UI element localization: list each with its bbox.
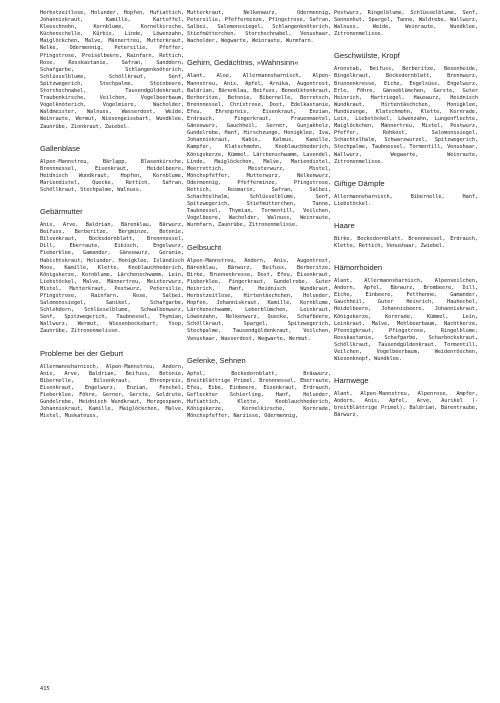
- entry-text: Birke, Bocksdornblatt, Brennnessel, Erdrauch, Klette, Rettich, Venushaar, Zwiebel.: [334, 235, 478, 249]
- entry-text: Mutterkraut, Nelkenwurz, Odermennig, Petersilie, Pfefferminze, Pfingstrose, Safran, Salbei, Salomonssiegel, Schlangenknöterich, Stiefmütterchen, Storchschnabel, Venushaar, Wacholder, Wegwarte, Weinraute, Wurmfarn.: [187, 10, 331, 45]
- page-number: 415: [40, 686, 50, 692]
- section-heading: Haare: [334, 220, 355, 230]
- section-heading: Geschwülste, Kropf: [334, 51, 400, 61]
- entry-text: Allermannsharnisch, Bibernelle, Hanf, Liebstöckel.: [334, 193, 478, 207]
- section-heading: Gallenblase: [40, 143, 81, 153]
- entry-text: Apfel, Bocksdornblatt, Bräuwurz, Breitblättrige Primel, Brennnessel, Eberraute, Efeu, Eibe, Einbeere, Eisenkraut, Erdrauch, Gefleckter Schierling, Hanf, Holunder, Hufiattich, Klette, Knoblauchhederich, Königskerze, Kornelkirsche, Kornrade, Mönchspfeffer, Narzisse, Odermennig,: [187, 370, 331, 420]
- entry-text: Alant, Allermannsharnisch, Alpenveilchen, Andorn, Apfel, Bärwurz, Brombeere, Dill, Eiche, Einbeere, Fetthenne, Gamander, Gauchheil, Guter Heinrich, Hauhechel, Heidelbeere, Johannisbeere, Johanniskraut, Königskerze, Kornrade, Kümmel, Lein, Leinkraut, Malve, Mehlbeerbaum, Nachtkerze, Pfennigkraut, Pfingstrose, Ringelblume, Rosskastanie, Schafgarbe, Scharbockskraut, Schöllkraut, Tausendgüldenkraut, Tormentill, Veilchen, Vogelbeerbaum, Weidenröschen, Wiesenknopf, Wundklee.: [334, 278, 478, 363]
- section-heading: Gehirn, Gedächtnis, »Wahnsinn«: [187, 58, 299, 68]
- section-heading: Gelbsucht: [187, 242, 222, 252]
- column-right: [334, 10, 478, 420]
- entry-text: Pestwurz, Ringelblume, Schlüsselblume, Senf, Sonnenhut, Spargel, Tanne, Waldrebe, Wallwurz, Walnuss, Weide, Weinraute, Wundklee, Zitronenmelisse.: [334, 10, 478, 38]
- section-heading: Probleme bei der Geburt: [40, 348, 124, 358]
- column-middle: [187, 10, 331, 420]
- section-heading: Gebärmutter: [40, 207, 83, 217]
- section-heading: Hämorrhoiden: [334, 263, 383, 273]
- entry-text: Anis, Arve, Baldrian, Bärenklau, Bärwurz, Beifuss, Berberitze, Bergminze, Betonie, Bilsenkraut, Bocksdornblatt, Brennnessel, Dill, Eberraute, Eibisch, Engelwurz, Fieberklee, Gamander, Gänsewurz, Geranie, Habichtskraut, Holunder, Honigklee, Isländisch Moos, Kamille, Klette, Knoblauchhederich, Königskerze, Kornblume, Lärchenschwamm, Lein, Liebstöckel, Malve, Männertreu, Meisterwurz, Mistel, Mutterkraut, Pestwurz, Petersilie, Pfingstrose, Rainfarn, Rose, Salbei, Salomonssiegel, Sanikel, Schafgarbe, Schlehdorn, Schlüsselblume, Schwalbenwurz, Senf, Spitzwegerich, Taubnessel, Thymian, Wallwurz, Wermut, Wiesenbocksbart, Ysop, Zaunrübe, Zitronenmelisse.: [40, 222, 184, 335]
- section-heading: Giftige Dämpfe: [334, 178, 385, 188]
- entry-text: Alpen-Mannstreu, Andorn, Anis, Augentrost, Bärenklau, Bärwurz, Beifuss, Berberitze, Birke, Brunnenkresse, Dost, Efeu, Eisenkraut, Fieberklee, Fingerkraut, Gundelrebe, Guter Heinrich, Hanf, Heidnisch Wundkraut, Herbstzeitlose, Hirtentäschchen, Holunder, Hopfen, Johanniskraut, Kamille, Kornblume, Lärchenschwamm, Leberblümchen, Leinkraut, Löwenzahn, Nelkenwurz, Quecke, Schafbeere, Schöllkraut, Spargel, Spitzwegerich, Stechpalme, Tausendgüldenkraut, Veilchen, Venushaar, Wasserdost, Wegwarte, Wermut.: [187, 257, 331, 342]
- section-heading: Gelenke, Sehnen: [187, 355, 246, 365]
- entry-text: Herbstzeitlose, Holunder, Hopfen, Hufiattich, Johanniskraut, Kamille, Kartoffel, Kleeschnohn, Kornblume, Kornelkirsche, Küchenschelle, Kürbis, Linde, Löwenzahn, Maiglöckchen, Malve, Männertreu, Mutterkraut, Nelke, Odermennig, Petersilie, Pfeffer, Pfingstrose, Preiselbeere, Rainfarn, Rettich, Rose, Rosskastanie, Safran, Sanddorn, Schafgarbe, Schlangenknöterich, Schlüsselblume, Schöllkraut, Senf, Spitzwegerich, Stechpalme, Steinbeere, Storchschnabel, Tausendgüldenkraut, Traubenkirsche, Veilchen, Vogelbeerbaum, Vogelknöterich, Vogelmiere, Wacholder, Waldmeister, Walnuss, Wasserdost, Weide, Weinraute, Wermut, Wiesengeissbart, Wundklee, Zaunrübe, Zinnkraut, Zwiebel.: [40, 10, 184, 130]
- section-heading: Harnwege: [334, 376, 369, 386]
- entry-text: Aronstab, Beifuss, Berberitze, Besenheide, Bingelkraut, Bocksdornblatt, Brennwurz, Brunnenkresse, Eiche, Engelsüss, Engelwurz, Erle, Föhre, Gänseblümchen, Gerste, Guter Heinrich, Hartriegel, Hauswurz, Heidnisch Wundkraut, Hirtentäschchen, Honigklee, Hundszunge, Klatschmohn, Klette, Kornrade, Lein, Liebstöckel, Löwenzahn, Lungenflechte, Maiglöckchen, Männertreu, Mistel, Pestwurz, Pfeffer, Rohkost, Salomonssiegel, Schachtelhalm, Schwarzwurzel, Spitzwegerich, Stechpalme, Taubnessel, Tormentill, Venushaar, Wallwurz, Wegwarte, Weinraute, Zitronenmelisse.: [334, 66, 478, 165]
- entry-text: Alant, Alpen-Mannstreu, Alpenrose, Ampfer, Andorn, Anis, Apfel, Arve, Aurikel (-breitblättrige Primel), Baldrian, Bärentraube, Bärwurz,: [334, 391, 478, 419]
- entry-text: Alpen-Mannstreu, Bärlapp, Blasenkirsche, Brennnessel, Eisenkraut, Heidelbeere, Heidnisch Wundkraut, Hopfen, Kornblume, Mariendistel, Quecke, Rettich, Safran, Schöllkraut, Stechpalme, Walnuss.: [40, 158, 184, 193]
- entry-text: Allermannsharnisch, Alpen-Mannstreu, Andorn, Anis, Arve, Baldrian, Beifuss, Betonie, Bibernelle, Bilsenkraut, Ehrenpreis, Eisenkraut, Engelwurz, Enzian, Fenchel, Fieberklee, Föhre, Gerner, Gerste, Goldrute, Gundelrebe, Heidnisch Wundkraut, Herzgespann, Johanniskraut, Kamille, Maiglöckchen, Malve, Mistel, Muskatnuss,: [40, 363, 184, 420]
- entry-text: Alant, Aloe, Allermannsharnisch, Alpen-Mannstreu, Anis, Apfel, Arnika, Augentrost, Baldrian, Bärenklau, Beifuss, Benediktenkraut, Berberitze, Betonie, Bibernelle, Borretsch, Brennnessel, Christrose, Dost, Edelkastanie, Efeu, Ehrenpreis, Eisenkraut, Enzian, Erdrauch, Fingerkraut, Frauenmantel, Gänsewurz, Gauchheil, Gerner, Gunjakholz, Gundelrebe, Hanf, Hirschzunge, Honigklee, Iva, Johanniskraut, Kabis, Kalmus, Kamille, Kampfer, Klatschmohn, Knoblauchhederich, Königskerze, Kümmel, Lärchenschwamm, Lavendel, Linde, Maiglöckchen, Malve, Mariendistel, Meerrettich, Meisterwurz, Mistel, Mönchspfeffer, Mutterwurz, Nelkenwurz, Odermennig, Pfefferminze, Pfingstrose, Rettich, Rosmarin, Safran, Salbei, Schachtelhalm, Schlüsselblume, Senf, Spitzwegerich, Stiefmütterchen, Tanne, Taubnessel, Thymian, Tormentill, Veilchen, Vogelbeere, Wacholder, Walnuss, Weinraute, Wurmfarn, Zaunrübe, Zitronenmelisse.: [187, 73, 331, 229]
- column-left: [40, 10, 184, 420]
